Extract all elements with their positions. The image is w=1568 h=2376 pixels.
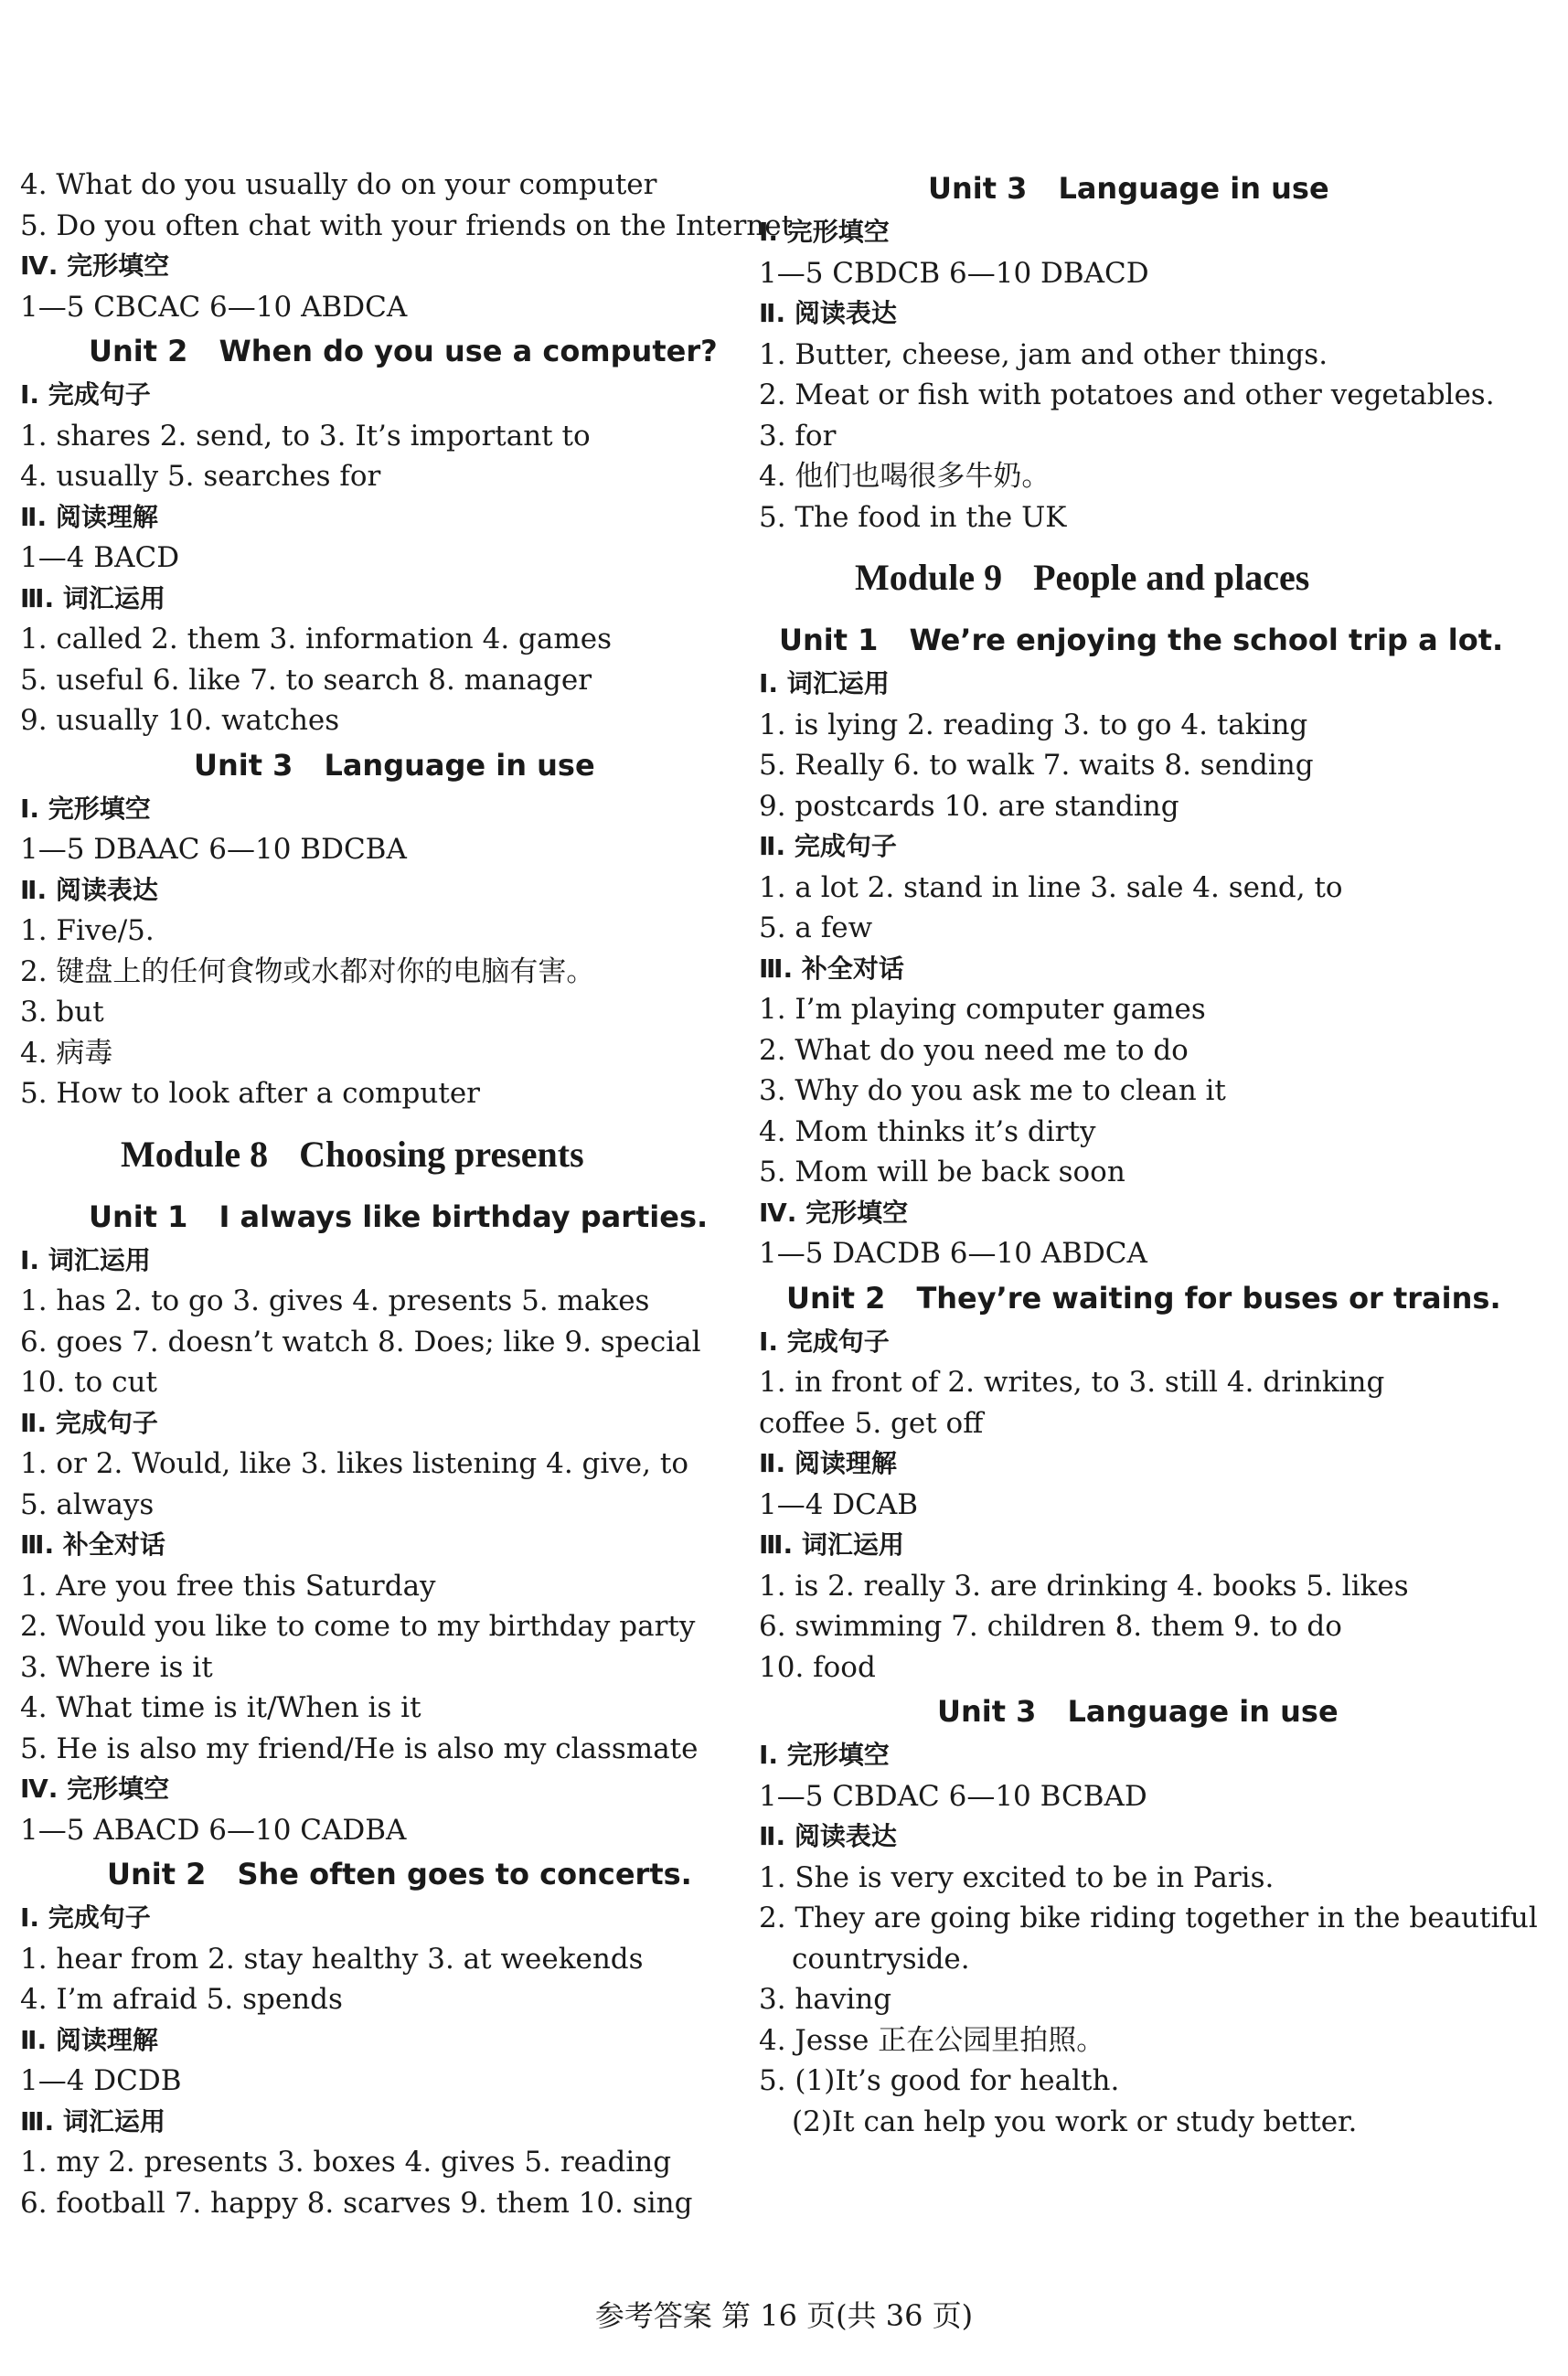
unit-title: When do you use a computer? xyxy=(219,334,718,368)
right-column xyxy=(759,165,1538,2142)
answer-line: 6. goes 7. doesn’t watch 8. Does; like 9. special xyxy=(20,1325,701,1358)
answer-line: 1. has 2. to go 3. gives 4. presents 5. makes xyxy=(20,1284,650,1317)
answer-line: 4. Jesse 正在公园里拍照。 xyxy=(759,2023,1105,2057)
answer-line: 3. but xyxy=(20,996,104,1028)
section-heading: Ⅱ. 阅读表达 xyxy=(20,874,158,905)
answer-line: 5. Really 6. to walk 7. waits 8. sending xyxy=(759,749,1314,782)
answer-line: 5. Mom will be back soon xyxy=(759,1156,1125,1188)
answer-line: 10. to cut xyxy=(20,1366,157,1399)
unit-label: Unit 2 xyxy=(786,1280,886,1316)
answer-line: 1—5 CBCAC 6—10 ABDCA xyxy=(20,290,408,324)
unit-label: Unit 3 xyxy=(928,171,1028,206)
section-heading: Ⅱ. 完成句子 xyxy=(759,831,897,861)
answer-line: 1. Five/5. xyxy=(20,914,155,947)
section-heading: Ⅲ. 词汇运用 xyxy=(20,2105,165,2136)
answer-line: 3. Where is it xyxy=(20,1650,213,1684)
answer-line: 1—4 DCAB xyxy=(759,1487,919,1521)
answer-line: coffee 5. get off xyxy=(759,1406,984,1440)
answer-line: 5. He is also my friend/He is also my classmate xyxy=(20,1731,699,1765)
unit-title: They’re waiting for buses or trains. xyxy=(916,1280,1501,1316)
section-heading: Ⅱ. 阅读表达 xyxy=(759,298,897,328)
answer-line: 1. I’m playing computer games xyxy=(759,993,1206,1026)
unit-label: Unit 1 xyxy=(89,1199,188,1234)
section-heading: Ⅰ. 完成句子 xyxy=(20,379,151,410)
module-heading xyxy=(20,1127,742,1182)
unit-heading xyxy=(20,741,742,789)
section-heading: Ⅱ. 阅读理解 xyxy=(20,501,158,532)
unit-heading xyxy=(759,165,1509,212)
section-heading: Ⅲ. 补全对话 xyxy=(20,1529,165,1560)
answer-line: 1—5 DACDB 6—10 ABDCA xyxy=(759,1237,1147,1270)
unit-heading xyxy=(759,616,1509,664)
section-heading: Ⅰ. 完形填空 xyxy=(20,793,151,824)
section-heading: Ⅳ. 完形填空 xyxy=(20,250,170,281)
answer-line: 3. Why do you ask me to clean it xyxy=(759,1074,1226,1107)
answer-line: 5. The food in the UK xyxy=(759,500,1067,534)
page-footer: 参考答案 第 16 页(共 36 页) xyxy=(594,2298,974,2333)
unit-heading xyxy=(759,1688,1509,1735)
section-heading: Ⅱ. 阅读理解 xyxy=(759,1448,897,1478)
answer-line: 6. swimming 7. children 8. them 9. to do xyxy=(759,1610,1342,1643)
answer-line: 2. Meat or fish with potatoes and other vegetables. xyxy=(759,378,1495,411)
answer-line: 1—4 DCDB xyxy=(20,2064,182,2097)
answer-line: 4. 他们也喝很多牛奶。 xyxy=(759,460,1051,493)
unit-heading xyxy=(759,1274,1509,1322)
answer-line: 1. hear from 2. stay healthy 3. at weekends xyxy=(20,1942,644,1976)
section-heading: Ⅰ. 词汇运用 xyxy=(759,668,890,698)
section-heading: Ⅲ. 补全对话 xyxy=(759,953,904,984)
answer-line: 4. What do you usually do on your computer xyxy=(20,168,657,201)
unit-title: Language in use xyxy=(1058,171,1329,206)
unit-label: Unit 3 xyxy=(937,1694,1037,1729)
answer-line: 1—5 ABACD 6—10 CADBA xyxy=(20,1813,407,1847)
unit-title: Language in use xyxy=(1067,1694,1339,1729)
answer-line: 2. They are going bike riding together in the beautiful xyxy=(759,1902,1538,1934)
unit-label: Unit 2 xyxy=(107,1857,207,1891)
answer-line: 6. football 7. happy 8. scarves 9. them 10. sing xyxy=(20,2186,693,2220)
answer-line: 4. usually 5. searches for xyxy=(20,460,381,493)
left-column xyxy=(20,165,794,2223)
section-heading: Ⅰ. 完形填空 xyxy=(759,1740,890,1770)
module-label: Module 9 xyxy=(855,557,1003,598)
unit-title: I always like birthday parties. xyxy=(219,1199,709,1234)
answer-line: 2. 键盘上的任何食物或水都对你的电脑有害。 xyxy=(20,954,595,988)
answer-line: 9. postcards 10. are standing xyxy=(759,789,1179,823)
answer-line: 1. my 2. presents 3. boxes 4. gives 5. reading xyxy=(20,2146,672,2179)
module-title: Choosing presents xyxy=(299,1133,584,1175)
answer-line: 4. I’m afraid 5. spends xyxy=(20,1983,343,2016)
module-title: People and places xyxy=(1033,557,1310,598)
section-heading: Ⅱ. 完成句子 xyxy=(20,1407,158,1438)
answer-line: 1—5 CBDAC 6—10 BCBAD xyxy=(759,1779,1147,1813)
section-heading: Ⅰ. 词汇运用 xyxy=(20,1244,151,1275)
unit-title: Language in use xyxy=(324,747,595,783)
section-heading: Ⅳ. 完形填空 xyxy=(20,1774,170,1804)
answer-line: 4. What time is it/When is it xyxy=(20,1691,421,1724)
section-heading: Ⅰ. 完形填空 xyxy=(759,217,890,247)
section-heading: Ⅱ. 阅读理解 xyxy=(20,2024,158,2055)
answer-line: 3. for xyxy=(759,419,837,453)
answer-line: 1—5 DBAAC 6—10 BDCBA xyxy=(20,833,407,866)
unit-title: She often goes to concerts. xyxy=(237,1857,692,1891)
section-heading: Ⅲ. 词汇运用 xyxy=(759,1529,904,1560)
unit-title: We’re enjoying the school trip a lot. xyxy=(909,623,1504,657)
answer-line: 1. or 2. Would, like 3. likes listening 4. give, to xyxy=(20,1447,688,1480)
answer-line: 2. Would you like to come to my birthday party xyxy=(20,1610,696,1643)
answer-line: 4. 病毒 xyxy=(20,1036,113,1070)
answer-line: 1. Are you free this Saturday xyxy=(20,1569,436,1603)
answer-line: 4. Mom thinks it’s dirty xyxy=(759,1114,1096,1148)
answer-line: 1—4 BACD xyxy=(20,541,180,574)
answer-line: 1. called 2. them 3. information 4. games xyxy=(20,623,613,655)
answer-line: 1—5 CBDCB 6—10 DBACD xyxy=(759,256,1149,290)
answer-line: 1. Butter, cheese, jam and other things. xyxy=(759,337,1328,371)
answer-line: 5. always xyxy=(20,1487,155,1521)
unit-label: Unit 2 xyxy=(89,334,188,368)
answer-line: 1. shares 2. send, to 3. It’s important to xyxy=(20,419,591,453)
section-heading: Ⅳ. 完形填空 xyxy=(759,1197,909,1228)
answer-line: countryside. xyxy=(792,1942,970,1976)
answer-line: 1. She is very excited to be in Paris. xyxy=(759,1860,1275,1894)
unit-heading xyxy=(20,327,742,375)
module-heading xyxy=(759,550,1509,605)
module-label: Module 8 xyxy=(121,1133,269,1175)
section-heading: Ⅱ. 阅读表达 xyxy=(759,1821,897,1851)
answer-line: 10. food xyxy=(759,1650,876,1684)
answer-line: 5. How to look after a computer xyxy=(20,1077,480,1110)
answer-line: 2. What do you need me to do xyxy=(759,1033,1189,1067)
unit-heading xyxy=(20,1850,742,1898)
section-heading: Ⅲ. 词汇运用 xyxy=(20,582,165,613)
unit-label: Unit 3 xyxy=(194,747,293,783)
answer-line: 9. usually 10. watches xyxy=(20,704,340,737)
answer-line: 5. a few xyxy=(759,911,873,944)
unit-heading xyxy=(20,1193,742,1241)
answer-line: 5. useful 6. like 7. to search 8. manager xyxy=(20,663,592,697)
answer-line: 1. in front of 2. writes, to 3. still 4. drinking xyxy=(759,1366,1385,1399)
unit-label: Unit 1 xyxy=(779,623,879,657)
answer-line: 5. Do you often chat with your friends on the Internet xyxy=(20,208,794,242)
section-heading: Ⅰ. 完成句子 xyxy=(20,1902,151,1933)
answer-line: 1. is lying 2. reading 3. to go 4. taking xyxy=(759,708,1308,741)
answer-line: 1. is 2. really 3. are drinking 4. books 5. likes xyxy=(759,1569,1409,1603)
answer-line: 5. (1)It’s good for health. xyxy=(759,2064,1120,2097)
answer-line: (2)It can help you work or study better. xyxy=(792,2104,1358,2138)
section-heading: Ⅰ. 完成句子 xyxy=(759,1326,890,1357)
answer-line: 1. a lot 2. stand in line 3. sale 4. send, to xyxy=(759,870,1343,904)
answer-line: 3. having xyxy=(759,1983,892,2016)
